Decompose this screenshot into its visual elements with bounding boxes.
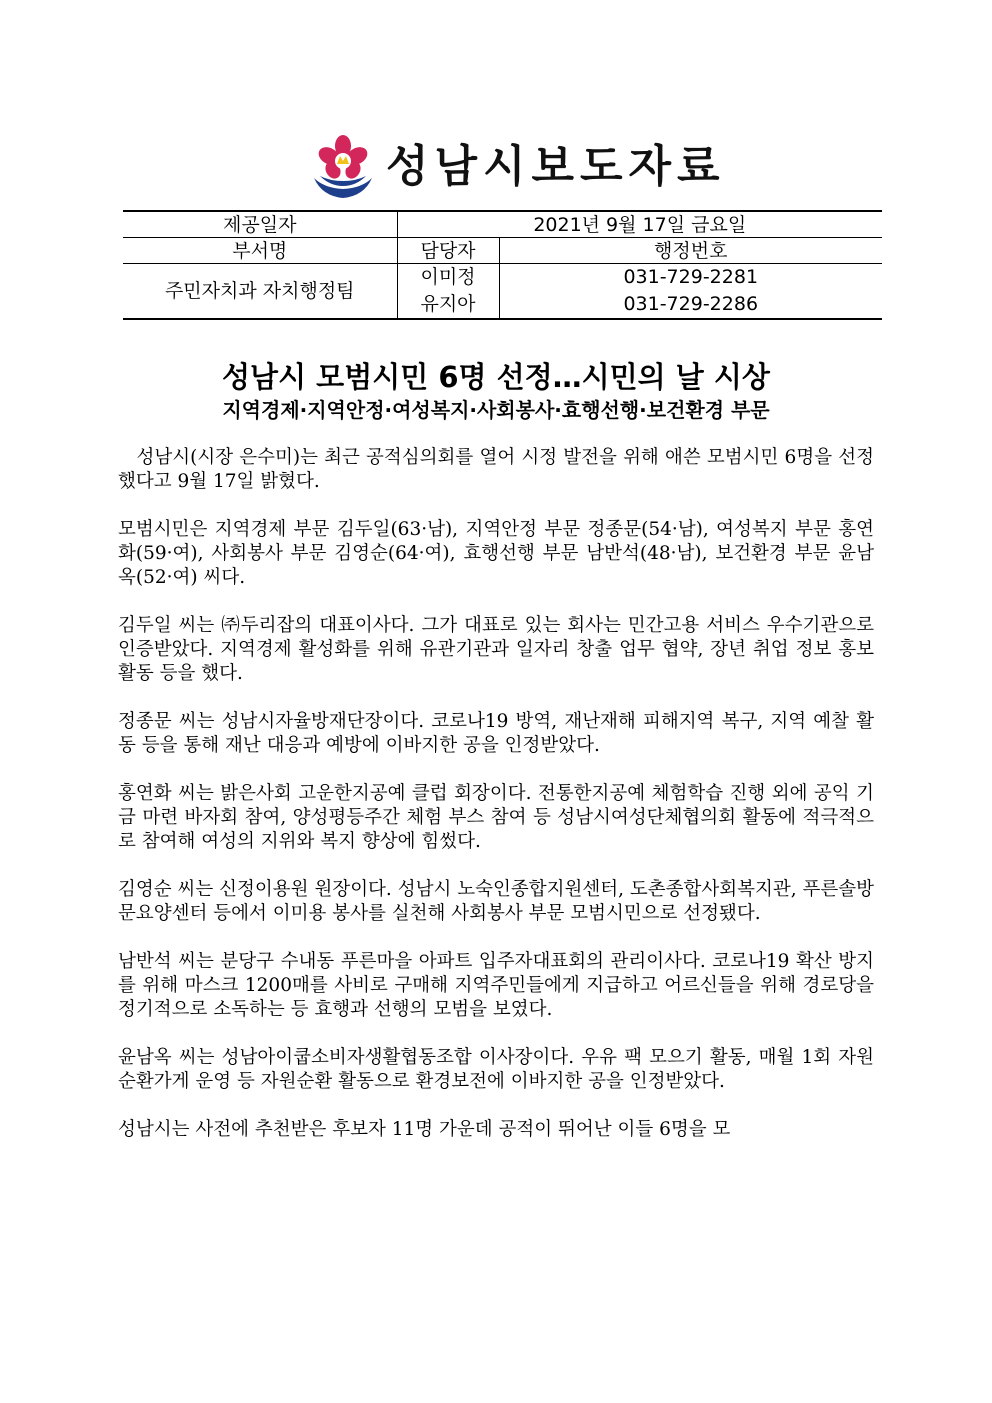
date-label: 제공일자 bbox=[123, 211, 397, 238]
paragraph: 모범시민은 지역경제 부문 김두일(63·남), 지역안정 부문 정종문(54·남), 여성복지 부문 홍연화(59·여), 사회봉사 부문 김영순(64·여), 효행선행 부문 남반석(48·남), 보건환경 부문 윤남옥(52·여) 씨다. bbox=[118, 519, 874, 588]
city-emblem-icon bbox=[312, 134, 374, 200]
contact-info-table bbox=[123, 210, 882, 320]
phone-number-2: 031-729-2286 bbox=[623, 293, 759, 315]
paragraph: 남반석 씨는 분당구 수내동 푸른마을 아파트 입주자대표회의 관리이사다. 코로나19 확산 방지를 위해 마스크 1200매를 사비로 구매해 지역주민들에게 지급하고 어르신들을 위해 경로당을 정기적으로 소독하는 등 효행과 선행의 모범을 보였다. bbox=[118, 951, 874, 1020]
phone-number-1: 031-729-2281 bbox=[623, 266, 759, 288]
paragraph: 김영순 씨는 신정이용원 원장이다. 성남시 노숙인종합지원센터, 도촌종합사회복지관, 푸른솔방문요양센터 등에서 이미용 봉사를 실천해 사회봉사 부문 모범시민으로 선정됐다. bbox=[118, 879, 874, 924]
phone-label: 행정번호 bbox=[499, 238, 882, 264]
paragraph: 윤남옥 씨는 성남아이쿱소비자생활협동조합 이사장이다. 우유 팩 모으기 활동, 매월 1회 자원순환가게 운영 등 자원순환 활동으로 환경보전에 이바지한 공을 인정받았다. bbox=[118, 1047, 874, 1092]
emblem-flower bbox=[315, 135, 370, 181]
org-title: 성남시보도자료 bbox=[386, 141, 726, 192]
paragraph: 성남시(시장 은수미)는 최근 공적심의회를 열어 시정 발전을 위해 애쓴 모범시민 6명을 선정했다고 9월 17일 밝혔다. bbox=[118, 447, 874, 492]
dept-label: 부서명 bbox=[123, 238, 397, 264]
contact-name-2: 유지아 bbox=[420, 293, 476, 315]
dept-value: 주민자치과 자치행정팀 bbox=[123, 264, 397, 320]
date-value: 2021년 9월 17일 금요일 bbox=[397, 211, 882, 238]
contact-names bbox=[397, 264, 499, 320]
paragraph: 정종문 씨는 성남시자율방재단장이다. 코로나19 방역, 재난재해 피해지역 복구, 지역 예찰 활동 등을 통해 재난 대응과 예방에 이바지한 공을 인정받았다. bbox=[118, 711, 874, 756]
phone-numbers bbox=[499, 264, 882, 320]
article-body bbox=[118, 446, 874, 1166]
paragraph: 성남시는 사전에 추천받은 후보자 11명 가운데 공적이 뛰어난 이들 6명을 모 bbox=[118, 1119, 731, 1140]
headline: 성남시 모범시민 6명 선정…시민의 날 시상 bbox=[222, 360, 770, 394]
paragraph: 홍연화 씨는 밝은사회 고운한지공예 클럽 회장이다. 전통한지공예 체험학습 진행 외에 공익 기금 마련 바자회 참여, 양성평등주간 체험 부스 참여 등 성남시여성단체협의회 활동에 적극적으로 참여해 여성의 지위와 복지 향상에 힘썼다. bbox=[118, 783, 874, 852]
paragraph: 김두일 씨는 ㈜두리잡의 대표이사다. 그가 대표로 있는 회사는 민간고용 서비스 우수기관으로 인증받았다. 지역경제 활성화를 위해 유관기관과 일자리 창출 업무 협약, 장년 취업 정보 홍보 활동 등을 했다. bbox=[118, 615, 874, 684]
contact-name-1: 이미정 bbox=[420, 266, 476, 288]
contact-label: 담당자 bbox=[397, 238, 499, 264]
press-header bbox=[0, 128, 992, 200]
subheadline: 지역경제·지역안정·여성복지·사회봉사·효행선행·보건환경 부문 bbox=[222, 398, 770, 422]
